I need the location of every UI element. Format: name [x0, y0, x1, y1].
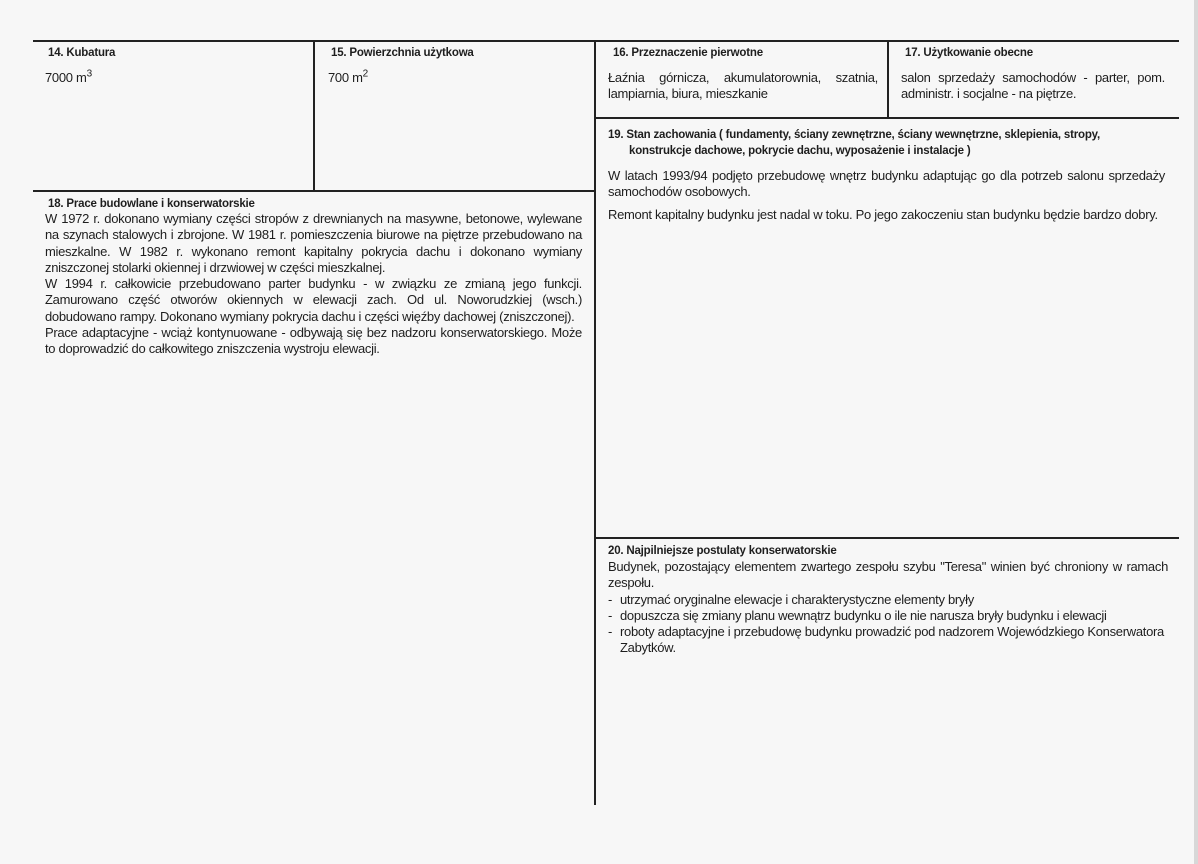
field-14-header: 14. Kubatura [48, 47, 116, 59]
field-15-value [328, 70, 368, 86]
powierzchnia-number: 700 m [328, 70, 363, 85]
divider-16-17 [887, 40, 889, 118]
field-14-value [45, 70, 92, 86]
field-20-body [608, 559, 1168, 657]
postulat-item [608, 608, 1168, 624]
prace-paragraph: W 1994 r. całkowicie przebudowano parter budynku - w związku ze zmianą jego funkcji. Zamurowano część otworów okiennych w elewacji zach. Od ul. Noworudzkiej (wsch.) dobudowano rampy. Dokonano wymiany pokrycia dachu i części więźby dachowej (zniszczonej). [45, 276, 582, 324]
dash-bullet: - [608, 624, 613, 640]
divider-14-15 [313, 40, 315, 191]
postulat-text: roboty adaptacyjne i przebudowę budynku prowadzić pod nadzorem Wojewódzkiego Konserwatora Zabytków. [620, 624, 1164, 656]
field-17-value: salon sprzedaży samochodów - parter, pom. administr. i socjalne - na piętrze. [901, 70, 1165, 102]
field-19-header-line1: 19. Stan zachowania ( fundamenty, ściany zewnętrzne, ściany wewnętrzne, sklepienia, stropy, [608, 129, 1101, 141]
field-19-header-line2: konstrukcje dachowe, pokrycie dachu, wyposażenie i instalacje ) [629, 145, 971, 157]
field-18-header: 18. Prace budowlane i konserwatorskie [48, 198, 255, 210]
postulat-text: utrzymać oryginalne elewacje i charakterystyczne elementy bryły [620, 591, 974, 607]
field-17-header: 17. Użytkowanie obecne [905, 47, 1033, 59]
postulat-item [608, 624, 1168, 657]
scan-edge [1194, 0, 1198, 864]
postulat-text: dopuszcza się zmiany planu wewnątrz budynku o ile nie narusza bryły budynku i elewacji [620, 607, 1107, 623]
field-15-header: 15. Powierzchnia użytkowa [331, 47, 474, 59]
stan-paragraph: W latach 1993/94 podjęto przebudowę wnętrz budynku adaptując go dla potrzeb salonu sprzedaży samochodów osobowych. [608, 168, 1165, 200]
dash-bullet: - [608, 591, 613, 607]
field-16-value: Łaźnia górnicza, akumulatorownia, szatnia, lampiarnia, biura, mieszkanie [608, 70, 878, 102]
kubatura-number: 7000 m [45, 70, 87, 85]
postulaty-intro: Budynek, pozostający elementem zwartego zespołu szybu "Teresa" winien być chroniony w ramach zespołu. [608, 559, 1168, 591]
kubatura-unit-exponent: 3 [86, 68, 92, 80]
field-18-body [45, 211, 582, 358]
field-20-header: 20. Najpilniejsze postulaty konserwatorskie [608, 545, 837, 557]
prace-paragraph: W 1972 r. dokonano wymiany części stropów z drewnianych na masywne, betonowe, wylewane na szynach stalowych i zbrojone. W 1981 r. pomieszczenia biurowe na piętrze przebudowano na mieszkalne. W 1982 r. wykonano remont kapitalny pokrycia dachu i dokonano wymiany zniszczonej stolarki okiennej i drzwiowej w części mieszkalnej. [45, 211, 582, 275]
top-rule [33, 40, 1179, 42]
rule-above-20 [595, 537, 1179, 539]
divider-center [594, 40, 596, 805]
prace-paragraph: Prace adaptacyjne - wciąż kontynuowane - odbywają się bez nadzoru konserwatorskiego. Może to doprowadzić do całkowitego zniszczenia wystroju elewacji. [45, 325, 582, 357]
stan-paragraph: Remont kapitalny budynku jest nadal w toku. Po jego zakoczeniu stan budynku będzie bardzo dobry. [608, 206, 1158, 222]
field-16-header: 16. Przeznaczenie pierwotne [613, 47, 763, 59]
postulaty-list [608, 592, 1168, 657]
dash-bullet: - [608, 607, 613, 623]
field-19-body [608, 168, 1165, 223]
postulat-item [608, 592, 1168, 608]
powierzchnia-unit-exponent: 2 [362, 68, 368, 80]
